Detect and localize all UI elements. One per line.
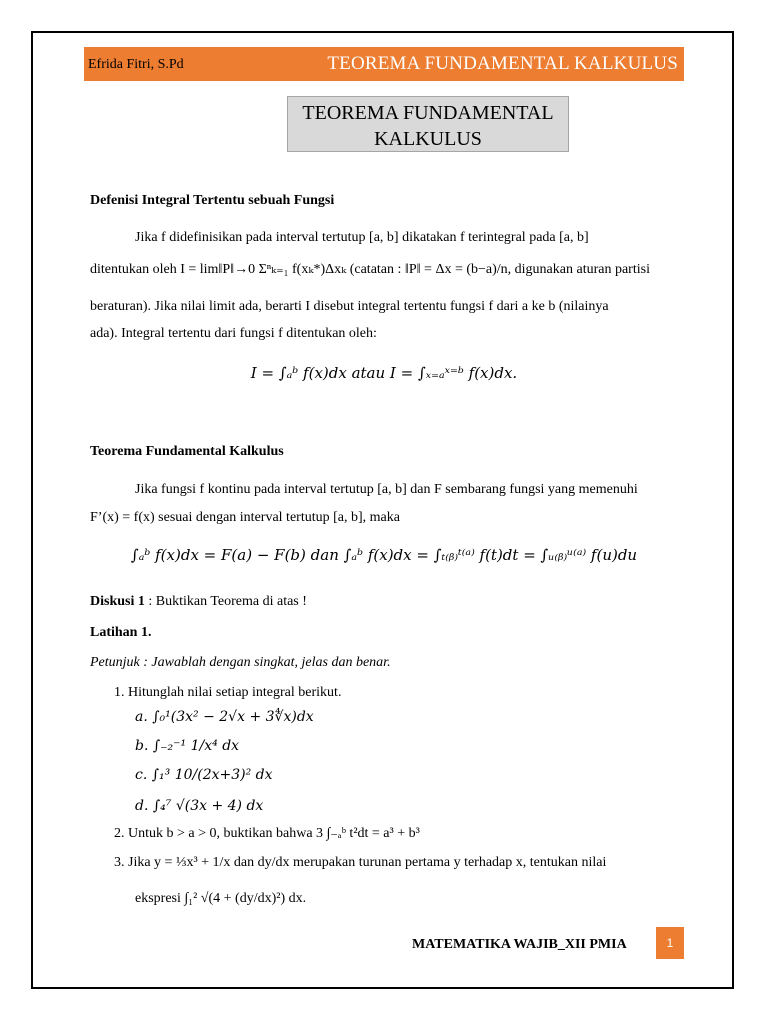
page-header <box>84 47 684 81</box>
header-author: Efrida Fitri, S.Pd <box>88 57 184 72</box>
document-title-line1: TEOREMA FUNDAMENTAL <box>302 102 554 124</box>
section2-para1: Jika fungsi f kontinu pada interval tertutup [a, b] dan F sembarang fungsi yang memenuhi <box>135 482 638 497</box>
question-1: 1. Hitunglah nilai setiap integral berikut. <box>114 685 342 700</box>
fundamental-theorem-equation: ∫ₐᵇ f(x)dx = F(a) − F(b) dan ∫ₐᵇ f(x)dx = ∫ₜ₍ᵦ₎ᵗ⁽ᵃ⁾ f(t)dt = ∫ᵤ₍ᵦ₎ᵘ⁽ᵃ⁾ f(u)du <box>130 546 638 564</box>
page-number: 1 <box>656 927 684 959</box>
question-1b: b. ∫₋₂⁻¹ 1/x⁴ dx <box>135 738 240 754</box>
section1-para3: beraturan). Jika nilai limit ada, berarti I disebut integral tertentu fungsi f dari a ke b (nilainya <box>90 299 609 314</box>
question-1d: d. ∫₄⁷ √(3x + 4) dx <box>135 798 264 814</box>
section1-para1: Jika f didefinisikan pada interval tertutup [a, b] dikatakan f terintegral pada [a, b] <box>135 230 589 245</box>
question-1a: a. ∫₀¹(3x² − 2√x + 3∜x)dx <box>135 709 314 725</box>
footer-label: MATEMATIKA WAJIB_XII PMIA <box>412 937 627 952</box>
section1-para2: ditentukan oleh I = lim‖P‖→0 Σⁿₖ₌₁ f(xₖ*)Δxₖ (catatan : ‖P‖ = Δx = (b−a)/n, digunakan aturan partisi <box>90 262 650 277</box>
question-3: 3. Jika y = ⅓x³ + 1/x dan dy/dx merupakan turunan pertama y terhadap x, tentukan nilai <box>114 855 607 870</box>
section1-heading: Defenisi Integral Tertentu sebuah Fungsi <box>90 193 335 208</box>
question-2: 2. Untuk b > a > 0, buktikan bahwa 3 ∫₋ₐᵇ t²dt = a³ + b³ <box>114 826 420 841</box>
document-title-box <box>287 96 569 152</box>
section1-para4: ada). Integral tertentu dari fungsi f ditentukan oleh: <box>90 326 377 341</box>
section2-para2: F’(x) = f(x) sesuai dengan interval tertutup [a, b], maka <box>90 510 400 525</box>
diskusi-line <box>90 594 307 610</box>
question-1c: c. ∫₁³ 10/(2x+3)² dx <box>135 767 273 783</box>
header-title: TEOREMA FUNDAMENTAL KALKULUS <box>327 53 678 74</box>
latihan-heading: Latihan 1. <box>90 625 152 640</box>
document-title-line2: KALKULUS <box>374 128 482 150</box>
latihan-petunjuk: Petunjuk : Jawablah dengan singkat, jelas dan benar. <box>90 655 391 670</box>
diskusi-text: : Buktikan Teorema di atas ! <box>144 594 307 609</box>
diskusi-label: Diskusi 1 <box>90 594 145 609</box>
section2-heading: Teorema Fundamental Kalkulus <box>90 444 284 459</box>
question-3-expression: ekspresi ∫₁² √(4 + (dy/dx)²) dx. <box>135 891 307 906</box>
integral-definition-equation: I = ∫ₐᵇ f(x)dx atau I = ∫ₓ₌ₐˣ⁼ᵇ f(x)dx. <box>250 364 518 382</box>
